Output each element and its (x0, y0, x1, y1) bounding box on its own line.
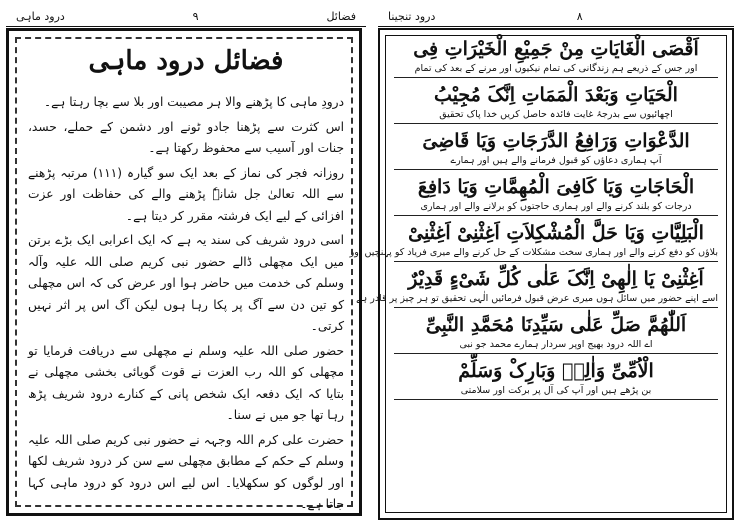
paragraph: درودِ ماہی کا پڑھنے والا ہر مصیبت اور بلا سے بچا رہتا ہے۔ (43, 95, 344, 109)
urdu-translation: بن پڑھے ہیں اور آپ کی آل پر برکت اور سلامتی (394, 384, 718, 400)
right-page-header (378, 6, 734, 27)
arabic-line: الْاُمِّیِّ وَاٰلِهٖ وَبَارِکْ وَسَلِّمْ (458, 360, 654, 382)
arabic-line: اَغِثْنِیْ یَا اِلٰهِیْ اِنَّکَ عَلٰی کُلِّ شَیْءٍ قَدِیْرٌ (408, 268, 704, 290)
left-header-title: درود ماہی (16, 9, 65, 23)
left-page (6, 6, 366, 522)
paragraph: روزانہ فجر کی نماز کے بعد ایک سو گیارہ (۱۱۱) مرتبہ پڑھنے سے اللہ تعالیٰ جل شانہٗ پڑھنے والے کی حفاظت اور عزت افزائی کے لیے ایک فرشتہ مقرر کر دیتا ہے۔ (28, 165, 344, 223)
urdu-translation: اچھائیوں سے بدرجۂ غایت فائدہ حاصل کریں خدا پاک تحقیق (394, 108, 718, 124)
left-page-number: ۹ (192, 9, 199, 23)
urdu-translation: اسے اپنے حضور میں سائل ہوں میری عرض قبول فرمائیں الٰہی تحقیق تو ہر چیز پر قادر ہے (394, 292, 718, 308)
left-header-section: فضائل (326, 9, 356, 23)
paragraph: اس کثرت سے پڑھنا جادو ٹونے اور دشمن کے حملے، حسد، جنات اور آسیب سے محفوظ رکھتا ہے۔ (28, 119, 344, 155)
right-page-number: ۸ (576, 9, 583, 23)
urdu-translation: آپ ہماری دعاؤں کو قبول فرمانے والے ہیں اور ہمارے (394, 154, 718, 170)
left-page-body (28, 92, 344, 511)
arabic-line: الدَّعْوَاتِ وَرَافِعُ الدَّرَجَاتِ وَیَا قَاضِیَ (422, 130, 690, 152)
paragraph: حضرت علی کرم اللہ وجہہ نے حضور نبی کریم صلی اللہ علیہ وسلم کے حکم کے مطابق مچھلی سے سن کر درود شریف لکھا اور لوگوں کو سکھلایا۔ اس لیے اس درود کو درود ماہی کہا جاتا ہے۔ (28, 432, 344, 511)
arabic-line: الْبَلِیَّاتِ وَیَا حَلَّ الْمُشْکِلاَتِ اَغِثْنِیْ اَغِثْنِیْ (408, 222, 704, 244)
paragraph: اسی درود شریف کی سند یہ ہے کہ ایک اعرابی ایک بڑے برتن میں ایک مچھلی ڈالے حضور نبی کریم صلی اللہ علیہ وآلہ وسلم کی خدمت میں حاضر ہوا اور عرض کی کہ اس مچھلی کو تین دن سے آگ پر پکا رہا ہوں لیکن آگ اس پر اثر نہیں کرتی۔ (28, 233, 344, 333)
urdu-translation: بلاؤں کو دفع کرنے والے اور ہماری سخت مشکلات کے حل کرنے والے میری فریاد کو پہنچیں اور (394, 246, 718, 262)
page-title: فضائل درود ماہی (88, 46, 284, 76)
left-page-header (6, 6, 366, 27)
arabic-line: الْحَاجَاتِ وَیَا کَافِیَ الْمُهِمَّاتِ وَیَا دَافِعَ (417, 176, 695, 198)
urdu-translation: درجات کو بلند کرنے والے اور ہماری حاجتوں کو برلانے والے اور ہماری (394, 200, 718, 216)
arabic-line: اَقْصَی الْغَایَاتِ مِنْ جَمِیْعِ الْخَیْرَاتِ فِی (413, 38, 699, 60)
right-header-title: درود تنجینا (388, 9, 436, 23)
arabic-line: الْحَیَاتِ وَبَعْدَ الْمَمَاتِ اِنَّکَ مُجِیْبُ (434, 84, 678, 106)
paragraph: حضور صلی اللہ علیہ وسلم نے مچھلی سے دریافت فرمایا تو مچھلی کو اللہ رب العزت نے قوت گویائی بخشی مچھلی نے بتایا کہ ایک دفعہ ایک شخص پانی کے کنارے درود شریف پڑھ رہا تھا جو میں نے سنا۔ (28, 343, 344, 422)
arabic-line: اَللّٰهُمَّ صَلِّ عَلٰی سَیِّدِنَا مُحَمَّدِ النَّبِیِّ (425, 314, 687, 336)
dua-text-block (349, 36, 724, 404)
urdu-translation: اور جس کے ذریعے ہم زندگانی کی تمام نیکیوں اور مرنے کے بعد کی تمام (394, 62, 718, 78)
right-page (349, 6, 734, 522)
urdu-translation: اے اللہ درود بھیج اوپر سردار ہمارے محمد جو نبی (394, 338, 718, 354)
